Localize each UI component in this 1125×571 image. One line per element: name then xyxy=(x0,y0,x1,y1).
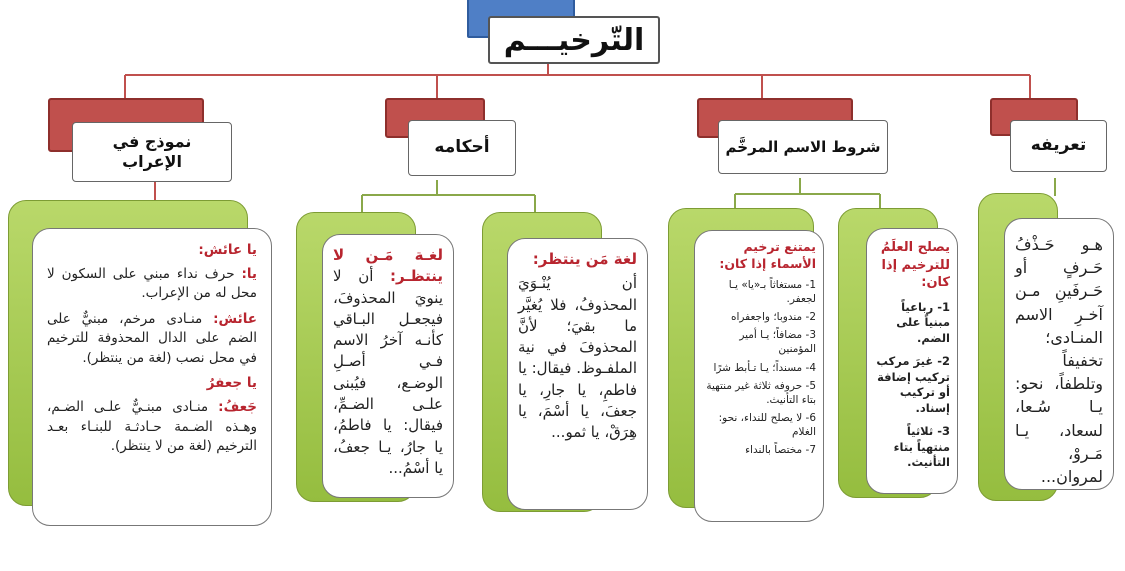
ex1-name-text: منـادى مرخم، مبنيٌّ على الضم على الدال المحذوفة للترخيم في محل نصب (لغة من ينتظر). xyxy=(47,310,257,366)
nowait-card xyxy=(322,234,454,498)
ex2-heading: يا جعفرُ xyxy=(206,375,257,392)
forbidden-item: 4- مسنداً؛ يـا تـأبط شرًا xyxy=(713,361,816,374)
wait-card xyxy=(507,238,648,510)
ex2-name-text: منـادى مبنـيٌّ علـى الضـم، وهـذه الضـمة حـادثـة للبنـاء بعـد الترخيم (لغة من لا ينتظر). xyxy=(47,398,257,455)
definition-card xyxy=(1004,218,1114,490)
ex1-name-label: عائش: xyxy=(213,310,257,327)
page-title: التّرخيـــم xyxy=(488,16,660,64)
nowait-heading: لغـة مَـن لا ينتظـر: xyxy=(333,246,443,286)
ex1-heading: يا عائش: xyxy=(198,242,257,258)
forbidden-item: 5- حروفه ثلاثة غير منتهية بتاء التأنيث. xyxy=(706,379,816,406)
ex2-name-label: جَعفُ: xyxy=(218,398,257,415)
forbidden-heading: يمتنع ترخيم الأسماء إذا كان: xyxy=(719,239,816,271)
allowed-item: 1- رباعياً مبنياً على الضم. xyxy=(896,299,950,345)
allowed-heading: يصلح العلَمُ للترخيم إذا كان: xyxy=(880,240,950,291)
wait-text: أن يُنْـوَيَ المحذوفُ، فلا يُغيَّر ما بقيَ؛ لأنَّ المحذوفَ في نية الملفـوظ. فيقال: يا فاطمِ، يا جارِ، يا جعفَ، يا أسْمَ، يا هِرَقْ، يا ثمو... xyxy=(518,274,637,442)
allowed-item: 2- غيرَ مركب تركيب إضافة أو تركيب إسناد. xyxy=(876,354,950,415)
conditions-heading: شروط الاسم المرخَّم xyxy=(718,120,888,174)
forbidden-item: 2- مندوبا؛ واجعفراه xyxy=(730,311,816,324)
allowed-card xyxy=(866,228,958,494)
definition-heading: تعريفه xyxy=(1010,120,1107,172)
parsing-heading: نموذج في الإعراب xyxy=(72,122,232,182)
forbidden-item: 3- مضافاً؛ يـا أمير المؤمنين xyxy=(739,329,816,356)
ex1-ya-text: حرف نداء مبني على السكون لا محل له من الإعراب. xyxy=(47,265,257,302)
forbidden-item: 7- مختصاً بالنداء xyxy=(745,444,816,457)
wait-heading: لغة مَن ينتظر: xyxy=(532,250,637,268)
parsing-card xyxy=(32,228,272,526)
rulings-heading: أحكامه xyxy=(408,120,516,176)
definition-text: هـو حَـذْفُ حَـرفٍ أو حَـرفَينِ مـن آخـرِ الاسم المنـادى؛ تخفيفاً وتلطفاً، نحو: يـا سُـعا، لسعاد، يـا مَـروْ، لمروان... xyxy=(1015,235,1103,486)
forbidden-item: 6- لا يصلح للنداء، نحو: الغلام xyxy=(718,412,816,439)
forbidden-card xyxy=(694,230,824,522)
ex1-ya-label: يا: xyxy=(241,265,258,282)
forbidden-item: 1- مستغاثاً بـ«يا» يـا لجعفر. xyxy=(728,278,816,305)
allowed-item: 3- ثلاثياً منتهياً بتاء التأنيث. xyxy=(893,424,950,470)
nowait-text: أن لا ينويَ المحذوفَ، فيجعـل البـاقي كأنـه آخرُ الاسم فـي أصـلِ الوضـع، فيُبنى علـى الضـمِّ، فيقال: يا فاطمُ، يا جارُ، يـا جعفُ، يا أسْمُ... xyxy=(333,267,443,477)
